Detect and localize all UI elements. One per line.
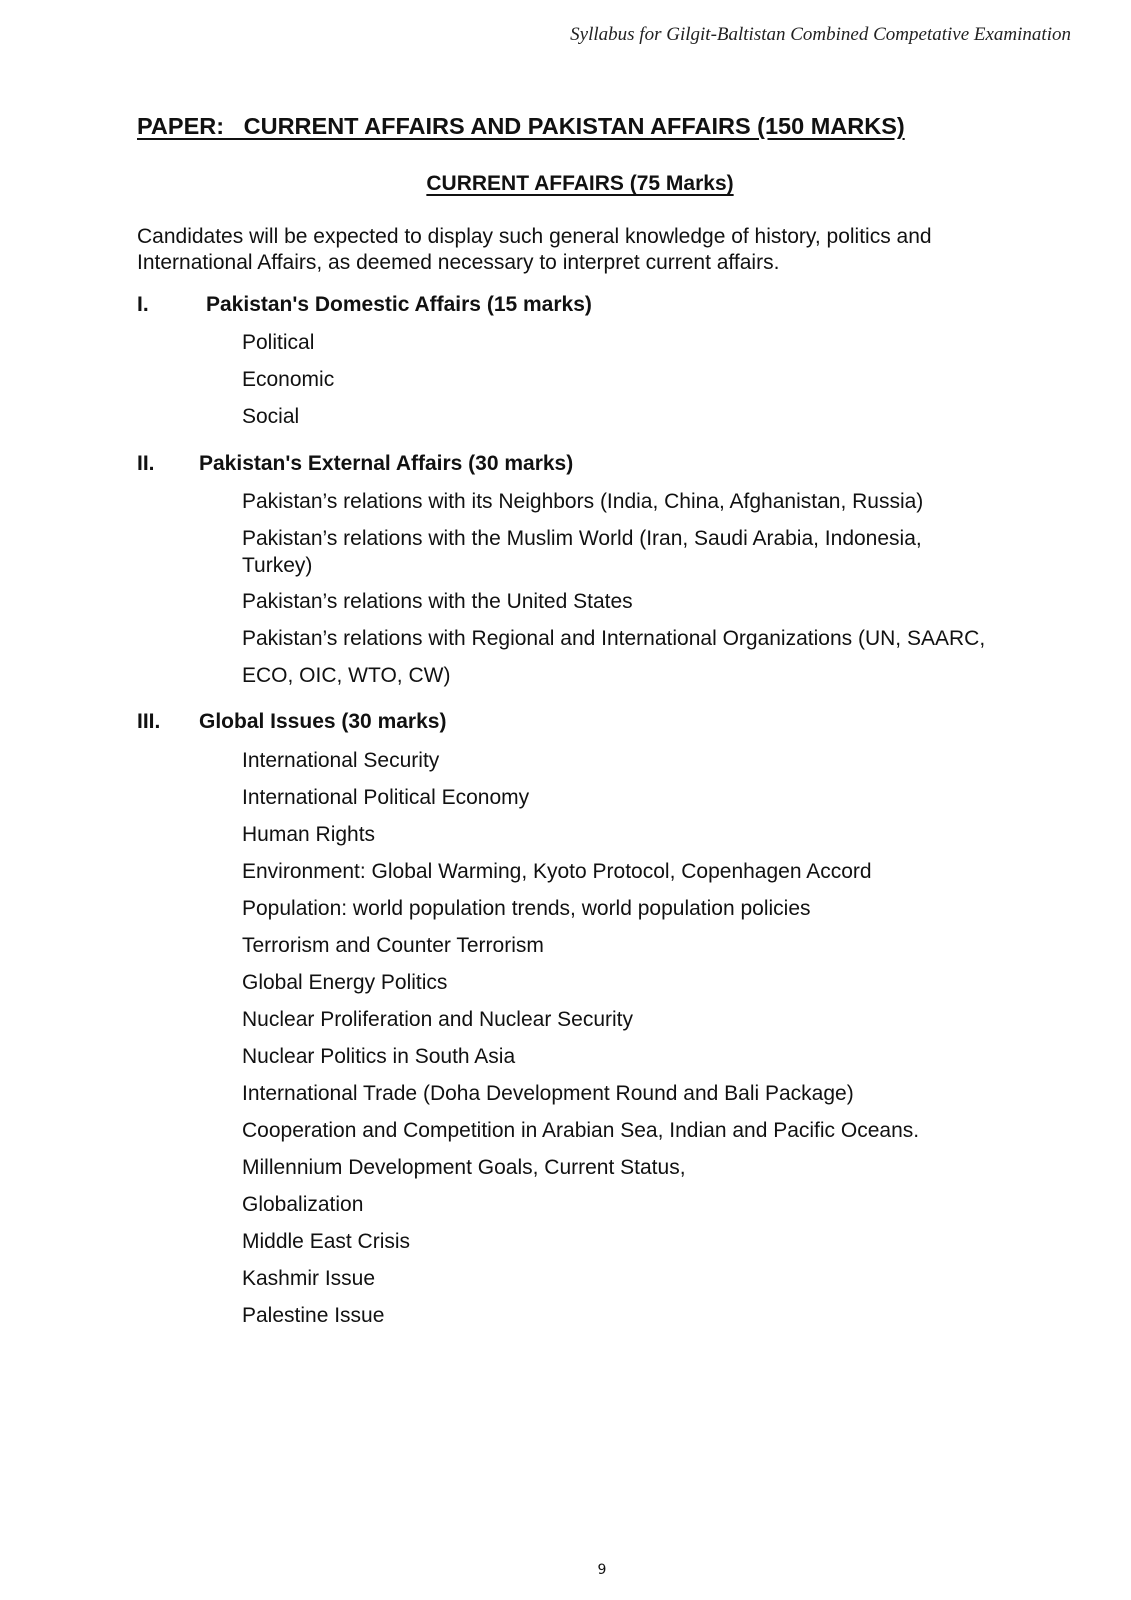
intro-line: Candidates will be expected to display such general knowledge of history, politics and — [137, 225, 932, 248]
list-item: ECO, OIC, WTO, CW) — [242, 664, 451, 687]
list-item: Economic — [242, 368, 335, 391]
list-item: Social — [242, 405, 300, 428]
section-heading: Pakistan's External Affairs (30 marks) — [199, 452, 574, 475]
list-item: Pakistan’s relations with the Muslim World (Iran, Saudi Arabia, Indonesia, — [242, 527, 922, 550]
list-item: Global Energy Politics — [242, 971, 448, 994]
section-heading: Global Issues (30 marks) — [199, 710, 447, 733]
list-item: Human Rights — [242, 823, 376, 846]
list-item: Middle East Crisis — [242, 1230, 411, 1253]
list-item: Nuclear Politics in South Asia — [242, 1045, 516, 1068]
list-item: Pakistan’s relations with Regional and International Organizations (UN, SAARC, — [242, 627, 986, 650]
list-item: International Political Economy — [242, 786, 530, 809]
running-header: Syllabus for Gilgit-Baltistan Combined Competative Examination — [570, 24, 1071, 45]
section-heading: Pakistan's Domestic Affairs (15 marks) — [206, 293, 592, 316]
section-numeral: III. — [137, 710, 161, 733]
list-item: International Trade (Doha Development Round and Bali Package) — [242, 1082, 854, 1105]
list-item: Population: world population trends, world population policies — [242, 897, 811, 920]
list-item: Nuclear Proliferation and Nuclear Security — [242, 1008, 634, 1031]
list-item: Turkey) — [242, 554, 313, 577]
intro-paragraph — [137, 224, 1037, 276]
page-number: 9 — [597, 1562, 607, 1578]
section-numeral: II. — [137, 452, 155, 475]
list-item: Environment: Global Warming, Kyoto Protocol, Copenhagen Accord — [242, 860, 872, 883]
list-item: Terrorism and Counter Terrorism — [242, 934, 544, 957]
list-item: Political — [242, 331, 315, 354]
list-item: Kashmir Issue — [242, 1267, 376, 1290]
list-item: Globalization — [242, 1193, 364, 1216]
list-item: Palestine Issue — [242, 1304, 385, 1327]
list-item: Cooperation and Competition in Arabian Sea, Indian and Pacific Oceans. — [242, 1119, 920, 1142]
section-numeral: I. — [137, 293, 149, 316]
list-item: Millennium Development Goals, Current Status, — [242, 1156, 686, 1179]
list-item: International Security — [242, 749, 440, 772]
paper-title: PAPER: CURRENT AFFAIRS AND PAKISTAN AFFAIRS (150 MARKS) — [137, 113, 905, 139]
list-item: Pakistan’s relations with the United States — [242, 590, 633, 613]
intro-line: International Affairs, as deemed necessary to interpret current affairs. — [137, 251, 780, 274]
list-item: Pakistan’s relations with its Neighbors (India, China, Afghanistan, Russia) — [242, 490, 924, 513]
section-title: CURRENT AFFAIRS (75 Marks) — [426, 172, 734, 195]
